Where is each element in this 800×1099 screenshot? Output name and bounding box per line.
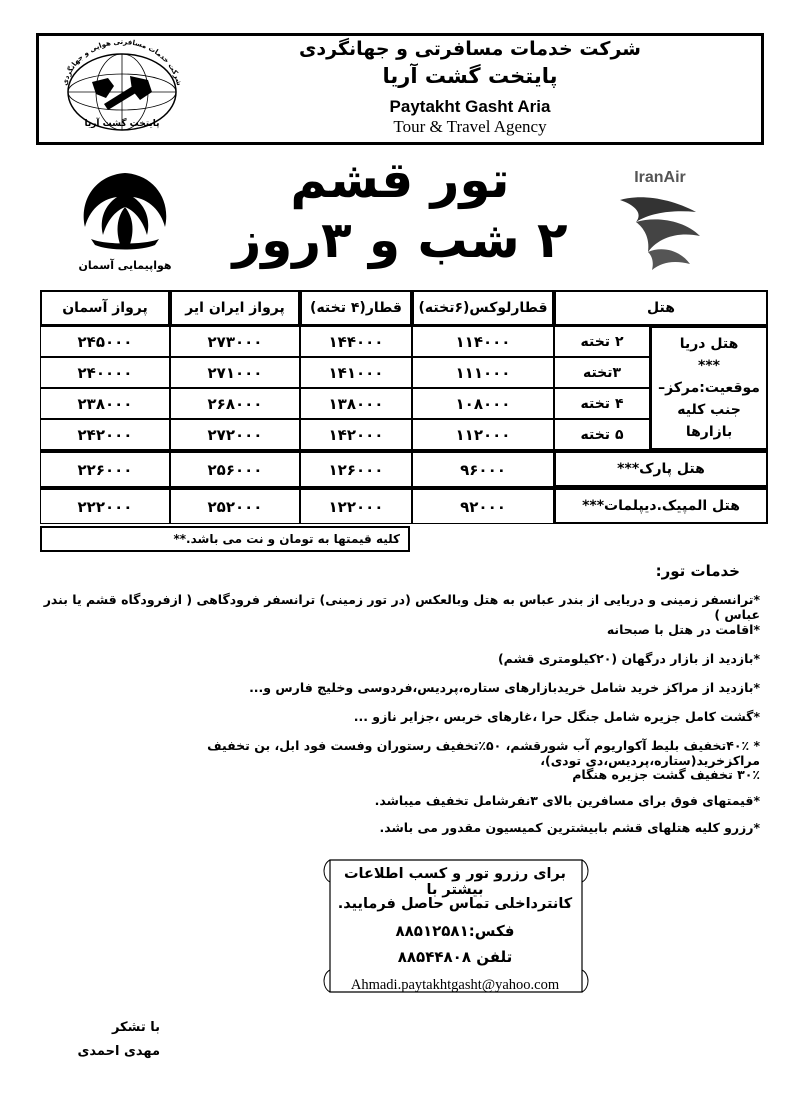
service-item: *ترانسفر زمینی و دریایی از بندر عباس به هتل وبالعکس (در تور زمینی) ترانسفر فرودگاهی ( ازفرودگاه قشم یا بندر عباس ) <box>43 592 760 622</box>
room-type: ۵ تخته <box>554 419 650 450</box>
services-title: خدمات تور: <box>655 562 740 580</box>
price-train-4: ۱۴۴۰۰۰ <box>300 326 412 357</box>
room-type: ۳تخته <box>554 357 650 388</box>
contact-email-link[interactable]: Ahmadi.paytakhtgasht@yahoo.com <box>350 977 560 993</box>
price-train-lux: ۱۰۸۰۰۰ <box>412 388 554 419</box>
table-row <box>40 326 768 357</box>
price-aseman: ۲۲۶۰۰۰ <box>40 450 170 487</box>
price-train-4: ۱۴۱۰۰۰ <box>300 357 412 388</box>
thanks-text: با تشکر <box>111 1020 160 1035</box>
company-seal-logo <box>48 34 196 142</box>
company-name-fa-line2: پایتخت گشت آریا <box>382 64 558 88</box>
service-item: * ۴۰٪تخفیف بلیط آکواریوم آب شورقشم، ۵۰٪تخفیف رستوران وفست فود ابل، بن تخفیف مراکزخرید(ستاره،پردیس،دی تودی)، <box>207 738 760 768</box>
price-train-lux: ۱۱۱۰۰۰ <box>412 357 554 388</box>
table-row-olympic <box>40 487 768 524</box>
contact-phone: تلفن ۸۸۵۴۴۸۰۸ <box>397 948 513 966</box>
service-item: ۳۰٪ تخفیف گشت جزیره هنگام <box>572 767 760 782</box>
price-iranair: ۲۷۲۰۰۰ <box>170 419 300 450</box>
contact-line2: کانترداخلی تماس حاصل فرمایید. <box>337 896 573 912</box>
price-train-lux: ۱۱۲۰۰۰ <box>412 419 554 450</box>
price-train-4: ۱۴۲۰۰۰ <box>300 419 412 450</box>
hotel-darya-name: هتل دریا <box>679 336 739 352</box>
company-name-en-line2: Tour & Travel Agency <box>393 117 547 136</box>
service-item: *اقامت در هتل با صبحانه <box>606 622 760 637</box>
aseman-airline-logo <box>65 165 185 275</box>
tour-title: تور قشم <box>290 151 510 209</box>
service-item: *گشت کامل جزیره شامل جنگل حرا ،غارهای خربس ،جزایر نازو ... <box>353 709 760 724</box>
price-iranair: ۲۶۸۰۰۰ <box>170 388 300 419</box>
iranair-name: IranAir <box>634 169 686 186</box>
hotel-olympic-name: هتل المپیک.دیپلمات*** <box>554 487 768 524</box>
room-type: ۲ تخته <box>554 326 650 357</box>
hotel-darya-location: موقعیت:مرکز–جنب کلیه بازارها <box>658 380 760 440</box>
price-train-4: ۱۲۲۰۰۰ <box>300 487 412 524</box>
hotel-darya-cell <box>650 326 768 450</box>
price-iranair: ۲۵۲۰۰۰ <box>170 487 300 524</box>
contact-fax: فکس:۸۸۵۱۲۵۸۱ <box>395 922 515 940</box>
header-hotel: هتل <box>554 290 768 326</box>
price-train-lux: ۹۶۰۰۰ <box>412 450 554 487</box>
price-train-4: ۱۲۶۰۰۰ <box>300 450 412 487</box>
tour-duration: ۲ شب و ۳روز <box>232 211 568 269</box>
service-item: *بازدید از مراکز خرید شامل خریدبازارهای ستاره،پردیس،فردوسی وخلیج فارس و... <box>249 680 760 695</box>
header-aseman: پرواز آسمان <box>40 290 170 326</box>
signer-name: مهدی احمدی <box>77 1044 160 1059</box>
table-header-row <box>40 290 768 326</box>
price-table <box>40 290 768 524</box>
service-item: *بازدید از بازار درگهان (۲۰کیلومتری قشم) <box>497 651 760 666</box>
contact-line1: برای رزرو تور و کسب اطلاعات بیشتر با <box>343 866 566 898</box>
company-name-en-line1: Paytakht Gasht Aria <box>389 97 551 116</box>
price-train-lux: ۱۱۴۰۰۰ <box>412 326 554 357</box>
service-item: *رزرو کلیه هتلهای قشم بابیشترین کمیسیون مقدور می باشد. <box>379 820 760 835</box>
iranair-logo <box>600 160 720 275</box>
price-aseman: ۲۴۲۰۰۰ <box>40 419 170 450</box>
price-aseman: ۲۴۵۰۰۰ <box>40 326 170 357</box>
hotel-park-name: هتل پارک*** <box>554 450 768 487</box>
aseman-caption: هواپیمایی آسمان <box>78 259 172 272</box>
header-train-lux: قطارلوکس(۶تخته) <box>412 290 554 326</box>
price-aseman: ۲۴۰۰۰۰ <box>40 357 170 388</box>
header-iranair: پرواز ایران ایر <box>170 290 300 326</box>
hotel-darya-stars: *** <box>698 358 720 374</box>
price-train-4: ۱۳۸۰۰۰ <box>300 388 412 419</box>
price-iranair: ۲۷۱۰۰۰ <box>170 357 300 388</box>
room-type: ۴ تخته <box>554 388 650 419</box>
header-train-4: قطار(۴ تخته) <box>300 290 412 326</box>
seal-text-top: شرکت خدمات مسافرتی هوایی و جهانگردی <box>60 37 184 87</box>
company-name-fa-line1: شرکت خدمات مسافرتی و جهانگردی <box>299 38 641 60</box>
seal-text-bottom: پایتخت گشت آریا <box>84 119 160 129</box>
price-aseman: ۲۲۲۰۰۰ <box>40 487 170 524</box>
price-iranair: ۲۷۳۰۰۰ <box>170 326 300 357</box>
service-item: *قیمتهای فوق برای مسافرین بالای ۳نفرشامل تخفیف میباشد. <box>374 793 760 808</box>
price-iranair: ۲۵۶۰۰۰ <box>170 450 300 487</box>
price-aseman: ۲۳۸۰۰۰ <box>40 388 170 419</box>
price-note: کلیه قیمتها به تومان و نت می باشد.** <box>40 526 410 552</box>
price-train-lux: ۹۲۰۰۰ <box>412 487 554 524</box>
table-row-park <box>40 450 768 487</box>
